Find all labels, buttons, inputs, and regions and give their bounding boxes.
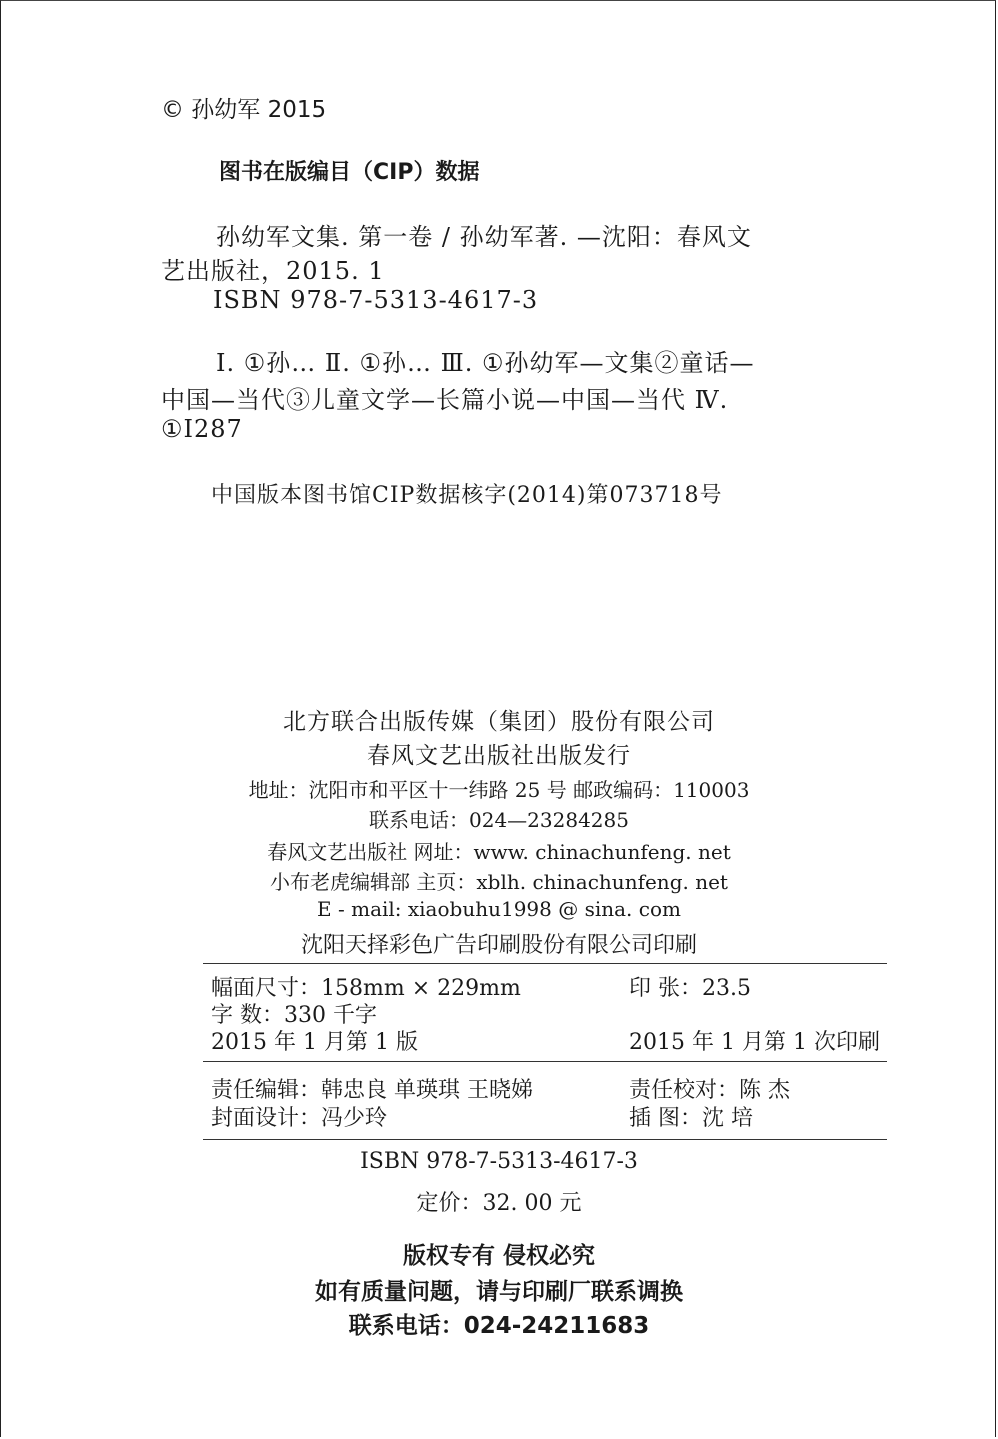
copyright-notice: © 孙幼军 2015: [161, 97, 327, 123]
printer: 沈阳天择彩色广告印刷股份有限公司印刷: [300, 933, 697, 958]
price: 定价：32. 00 元: [416, 1191, 582, 1216]
editorial-homepage: 小布老虎编辑部 主页：xblh. chinachunfeng. net: [270, 870, 728, 894]
publisher-group: 北方联合出版传媒（集团）股份有限公司: [283, 709, 715, 735]
isbn: ISBN 978-7-5313-4617-3: [360, 1149, 638, 1174]
cip-title: 图书在版编目（CIP）数据: [219, 160, 480, 185]
cip-line-1: 孙幼军文集. 第一卷 / 孙幼军著. —沈阳：春风文: [216, 223, 752, 251]
publisher-phone: 联系电话：024—23284285: [369, 808, 629, 832]
cip-line-5: 中国—当代③儿童文学—长篇小说—中国—当代 Ⅳ.: [161, 386, 729, 414]
divider: [203, 963, 887, 964]
divider: [203, 1139, 887, 1140]
credit-proofreader: 责任校对：陈 杰: [629, 1078, 790, 1103]
publisher-press: 春风文艺出版社出版发行: [367, 743, 631, 769]
cip-line-4: Ⅰ. ①孙… Ⅱ. ①孙… Ⅲ. ①孙幼军—文集②童话—: [216, 349, 755, 377]
spec-sheets: 印 张：23.5: [629, 976, 751, 1001]
cip-isbn: ISBN 978-7-5313-4617-3: [213, 286, 539, 314]
rights-notice: 版权专有 侵权必究: [402, 1243, 595, 1269]
publisher-website: 春风文艺出版社 网址：www. chinachunfeng. net: [267, 840, 731, 864]
divider: [203, 1061, 887, 1062]
spec-words: 字 数：330 千字: [211, 1003, 377, 1028]
cip-line-2: 艺出版社，2015. 1: [161, 257, 385, 285]
cip-record-number: 中国版本图书馆CIP数据核字(2014)第073718号: [211, 483, 723, 508]
credit-editors: 责任编辑：韩忠良 单瑛琪 王晓娣: [211, 1078, 533, 1103]
spec-printing: 2015 年 1 月第 1 次印刷: [629, 1030, 880, 1055]
publisher-email: E - mail: xiaobuhu1998 @ sina. com: [317, 897, 681, 921]
spec-edition: 2015 年 1 月第 1 版: [211, 1030, 418, 1055]
credit-cover-design: 封面设计：冯少玲: [211, 1106, 388, 1131]
credit-illustrator: 插 图：沈 培: [629, 1106, 753, 1131]
spec-format: 幅面尺寸：158mm × 229mm: [211, 976, 521, 1001]
publisher-address: 地址：沈阳市和平区十一纬路 25 号 邮政编码：110003: [248, 778, 750, 802]
service-phone: 联系电话：024-24211683: [348, 1313, 650, 1339]
cip-line-6: ①I287: [161, 415, 243, 443]
quality-notice: 如有质量问题，请与印刷厂联系调换: [315, 1279, 683, 1305]
